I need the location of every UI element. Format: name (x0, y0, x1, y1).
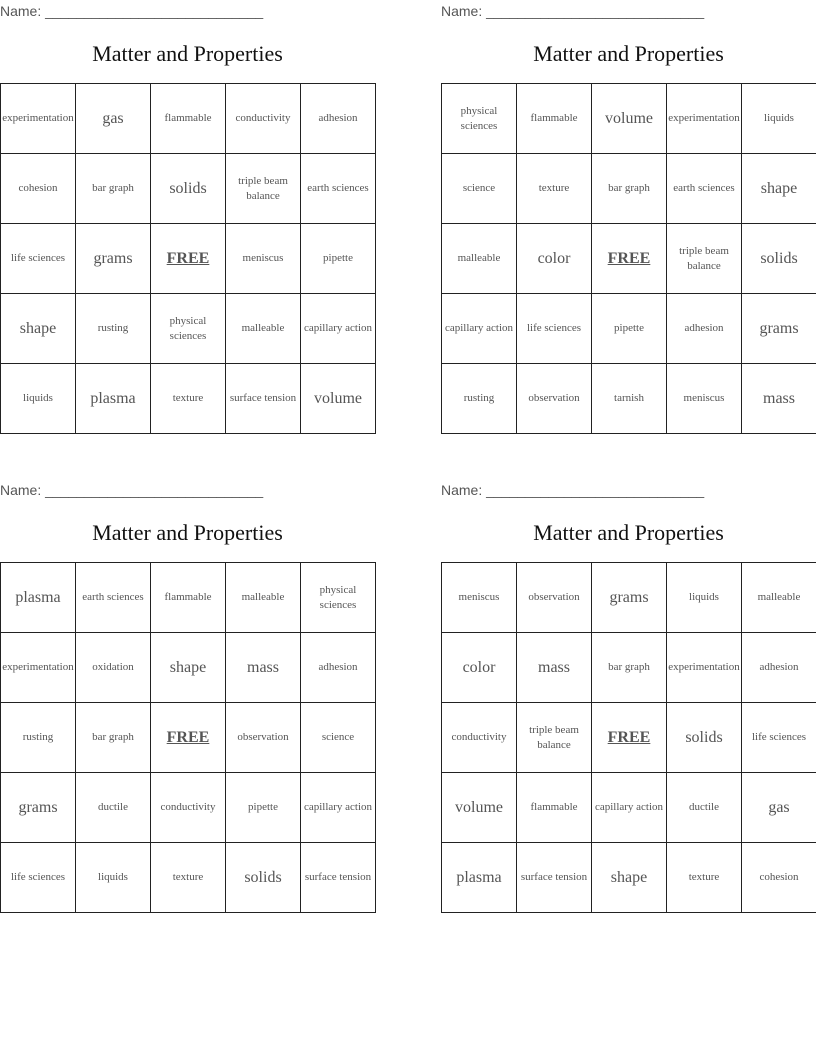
bingo-cell: rusting (76, 294, 151, 364)
bingo-cell: adhesion (667, 294, 742, 364)
bingo-cell: observation (517, 563, 592, 633)
bingo-cell: rusting (442, 364, 517, 434)
bingo-cell: capillary action (442, 294, 517, 364)
bingo-cell: malleable (442, 224, 517, 294)
grid-row (442, 773, 816, 843)
bingo-cell: capillary action (301, 294, 376, 364)
bingo-cell: pipette (226, 773, 301, 843)
bingo-cell: physical sciences (301, 563, 376, 633)
free-space-cell: FREE (151, 703, 226, 773)
bingo-cell: meniscus (442, 563, 517, 633)
card-title: Matter and Properties (92, 520, 283, 545)
bingo-cell: solids (226, 843, 301, 913)
grid-row (1, 563, 376, 633)
bingo-cell: observation (226, 703, 301, 773)
bingo-cell: flammable (517, 773, 592, 843)
grid-row (1, 773, 376, 843)
bingo-cell: plasma (1, 563, 76, 633)
bingo-cell: color (442, 633, 517, 703)
bingo-cell: grams (742, 294, 816, 364)
bingo-cell: flammable (151, 84, 226, 154)
bingo-grid (441, 83, 816, 434)
bingo-cell: conductivity (442, 703, 517, 773)
bingo-cell: pipette (592, 294, 667, 364)
bingo-cell: liquids (76, 843, 151, 913)
bingo-cell: surface tension (226, 364, 301, 434)
bingo-cell: triple beam balance (667, 224, 742, 294)
bingo-card (441, 0, 816, 432)
bingo-cell: tarnish (592, 364, 667, 434)
bingo-cell: shape (592, 843, 667, 913)
bingo-cell: experimentation (667, 633, 742, 703)
bingo-cell: flammable (151, 563, 226, 633)
bingo-cell: adhesion (301, 633, 376, 703)
grid-row (442, 633, 816, 703)
bingo-cell: meniscus (667, 364, 742, 434)
bingo-cell: solids (151, 154, 226, 224)
bingo-cell: oxidation (76, 633, 151, 703)
bingo-cell: gas (742, 773, 816, 843)
grid-row (442, 154, 816, 224)
bingo-card (0, 0, 375, 432)
bingo-cell: meniscus (226, 224, 301, 294)
bingo-cell: earth sciences (667, 154, 742, 224)
bingo-cell: liquids (1, 364, 76, 434)
name-field-label: Name: ____________________________ (441, 3, 705, 19)
bingo-cell: earth sciences (301, 154, 376, 224)
bingo-cell: texture (517, 154, 592, 224)
bingo-cell: cohesion (742, 843, 816, 913)
bingo-cell: life sciences (1, 843, 76, 913)
bingo-cell: liquids (742, 84, 816, 154)
bingo-cell: science (442, 154, 517, 224)
grid-row (1, 224, 376, 294)
bingo-cell: life sciences (517, 294, 592, 364)
grid-row (442, 703, 816, 773)
grid-row (1, 154, 376, 224)
bingo-cell: science (301, 703, 376, 773)
bingo-cell: liquids (667, 563, 742, 633)
bingo-grid (0, 562, 376, 913)
bingo-cell: malleable (226, 294, 301, 364)
name-field-label: Name: ____________________________ (0, 482, 264, 498)
bingo-cell: bar graph (592, 154, 667, 224)
bingo-cell: physical sciences (151, 294, 226, 364)
bingo-cell: capillary action (301, 773, 376, 843)
bingo-cell: shape (151, 633, 226, 703)
bingo-cell: shape (742, 154, 816, 224)
bingo-cell: ductile (667, 773, 742, 843)
grid-row (442, 224, 816, 294)
bingo-cell: malleable (742, 563, 816, 633)
card-title: Matter and Properties (533, 520, 724, 545)
bingo-cell: bar graph (76, 154, 151, 224)
grid-row (1, 633, 376, 703)
bingo-cell: triple beam balance (226, 154, 301, 224)
grid-row (442, 84, 816, 154)
bingo-cell: grams (1, 773, 76, 843)
grid-row (442, 843, 816, 913)
grid-row (1, 84, 376, 154)
card-title: Matter and Properties (533, 41, 724, 66)
bingo-cell: volume (442, 773, 517, 843)
bingo-cell: experimentation (1, 84, 76, 154)
bingo-cell: observation (517, 364, 592, 434)
bingo-cell: bar graph (76, 703, 151, 773)
name-field-label: Name: ____________________________ (441, 482, 705, 498)
bingo-cell: physical sciences (442, 84, 517, 154)
bingo-card (0, 479, 375, 911)
card-title: Matter and Properties (92, 41, 283, 66)
bingo-cell: life sciences (742, 703, 816, 773)
bingo-cell: mass (226, 633, 301, 703)
bingo-cell: mass (517, 633, 592, 703)
grid-row (442, 294, 816, 364)
bingo-cell: volume (301, 364, 376, 434)
bingo-cell: conductivity (151, 773, 226, 843)
bingo-cell: surface tension (301, 843, 376, 913)
bingo-cell: triple beam balance (517, 703, 592, 773)
bingo-cell: conductivity (226, 84, 301, 154)
bingo-cell: shape (1, 294, 76, 364)
bingo-cell: pipette (301, 224, 376, 294)
grid-row (442, 364, 816, 434)
grid-row (1, 364, 376, 434)
bingo-cell: earth sciences (76, 563, 151, 633)
bingo-grid (0, 83, 376, 434)
grid-row (1, 843, 376, 913)
bingo-cell: texture (151, 364, 226, 434)
bingo-cell: plasma (76, 364, 151, 434)
name-field-label: Name: ____________________________ (0, 3, 264, 19)
bingo-cell: gas (76, 84, 151, 154)
grid-row (1, 703, 376, 773)
bingo-cell: volume (592, 84, 667, 154)
bingo-cell: ductile (76, 773, 151, 843)
bingo-cell: solids (742, 224, 816, 294)
bingo-cell: life sciences (1, 224, 76, 294)
bingo-cell: bar graph (592, 633, 667, 703)
grid-row (442, 563, 816, 633)
bingo-cell: texture (667, 843, 742, 913)
bingo-cell: capillary action (592, 773, 667, 843)
bingo-cell: cohesion (1, 154, 76, 224)
bingo-cell: surface tension (517, 843, 592, 913)
bingo-cell: grams (76, 224, 151, 294)
bingo-cell: plasma (442, 843, 517, 913)
free-space-cell: FREE (151, 224, 226, 294)
bingo-cell: flammable (517, 84, 592, 154)
bingo-cell: texture (151, 843, 226, 913)
bingo-cell: color (517, 224, 592, 294)
free-space-cell: FREE (592, 703, 667, 773)
bingo-grid (441, 562, 816, 913)
bingo-cell: experimentation (1, 633, 76, 703)
free-space-cell: FREE (592, 224, 667, 294)
grid-row (1, 294, 376, 364)
bingo-card (441, 479, 816, 911)
bingo-cell: malleable (226, 563, 301, 633)
bingo-cell: adhesion (742, 633, 816, 703)
bingo-cell: adhesion (301, 84, 376, 154)
bingo-cell: experimentation (667, 84, 742, 154)
bingo-cell: rusting (1, 703, 76, 773)
bingo-cell: grams (592, 563, 667, 633)
bingo-cell: mass (742, 364, 816, 434)
bingo-cell: solids (667, 703, 742, 773)
